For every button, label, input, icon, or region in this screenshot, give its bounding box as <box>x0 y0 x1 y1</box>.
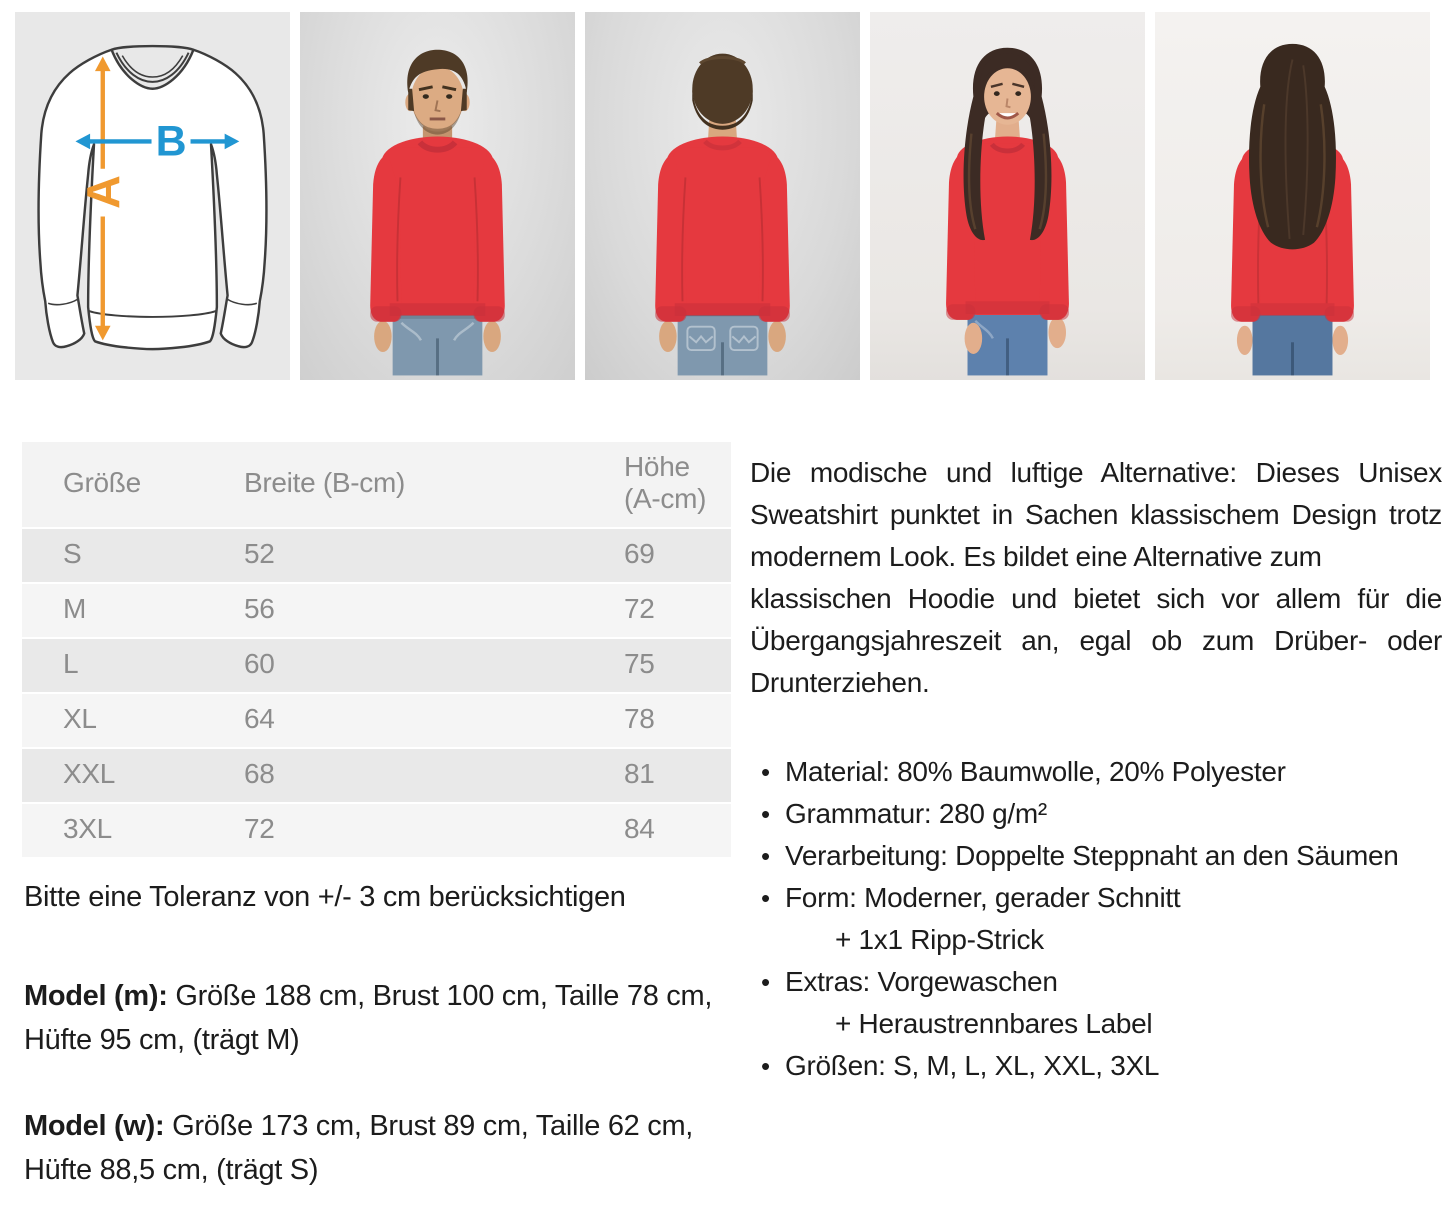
table-cell: 64 <box>244 703 275 734</box>
table-cell: S <box>63 538 82 569</box>
feature-item <box>750 751 1442 793</box>
table-cell: 52 <box>244 538 275 569</box>
table-row <box>22 529 731 582</box>
table-cell: 75 <box>624 648 655 679</box>
table-row <box>22 694 731 747</box>
table-cell: M <box>63 593 87 624</box>
model-m-text: Größe 188 cm, Brust 100 cm, Taille 78 cm, Hüfte 95 cm, (trägt M) <box>24 980 713 1056</box>
table-row <box>22 804 731 857</box>
model-w-info <box>24 1104 724 1192</box>
size-table-body <box>22 529 731 857</box>
sweatshirt-measurement-diagram <box>15 12 290 380</box>
table-cell: 3XL <box>63 813 112 844</box>
table-row <box>22 584 731 637</box>
table-row <box>22 639 731 692</box>
model-w-label: Model (w): <box>24 1110 165 1142</box>
description-column <box>750 440 1445 1087</box>
model-m-label: Model (m): <box>24 980 168 1012</box>
table-cell: 78 <box>624 703 655 734</box>
feature-text: • Verarbeitung: Doppelte Steppnaht an den Säumen <box>785 840 1399 871</box>
feature-text: • Form: Moderner, gerader Schnitt <box>785 882 1181 913</box>
model-m-info <box>24 974 724 1062</box>
model-w-text: Größe 173 cm, Brust 89 cm, Taille 62 cm, Hüfte 88,5 cm, (trägt S) <box>24 1110 694 1186</box>
table-cell: 84 <box>624 813 655 844</box>
feature-text: • Extras: Vorgewaschen <box>785 966 1058 997</box>
feature-text: • Material: 80% Baumwolle, 20% Polyester <box>785 756 1286 787</box>
product-description-2: klassischen Hoodie und bietet sich vor allem für die Übergangsjahreszeit an, egal ob zum Drüber- oder Drunterziehen. <box>750 583 1442 698</box>
product-description-1: Die modische und luftige Alternative: Dieses Unisex Sweatshirt punktet in Sachen klassischem Design trotz modernem Look. Es bildet eine Alternative zum <box>750 457 1442 572</box>
size-info-column <box>22 440 731 1221</box>
table-cell: 69 <box>624 538 655 569</box>
label-b: B <box>155 117 187 166</box>
size-table <box>22 440 731 859</box>
table-cell: 72 <box>624 593 655 624</box>
table-cell: L <box>63 648 79 679</box>
woman-back-figure <box>1155 12 1430 380</box>
photo-man-back <box>585 12 860 380</box>
column-header: Höhe (A-cm) <box>624 451 707 514</box>
label-a: A <box>76 175 129 209</box>
man-front-figure <box>300 12 575 380</box>
photo-woman-front <box>870 12 1145 380</box>
table-cell: XL <box>63 703 97 734</box>
table-cell: 60 <box>244 648 275 679</box>
table-row <box>22 749 731 802</box>
feature-text: • Grammatur: 280 g/m² <box>785 798 1047 829</box>
photo-woman-back <box>1155 12 1430 380</box>
feature-text: • Größen: S, M, L, XL, XXL, 3XL <box>785 1050 1160 1081</box>
table-cell: 81 <box>624 758 655 789</box>
man-back-figure <box>585 12 860 380</box>
size-diagram-image <box>15 12 290 380</box>
feature-item <box>750 835 1442 877</box>
feature-subline: + 1x1 Ripp-Strick <box>835 924 1044 955</box>
tolerance-note: Bitte eine Toleranz von +/- 3 cm berücksichtigen <box>24 881 626 913</box>
column-header: Größe <box>63 467 141 498</box>
table-cell: XXL <box>63 758 116 789</box>
feature-item <box>750 1045 1442 1087</box>
woman-front-figure <box>870 12 1145 380</box>
feature-item <box>750 961 1442 1045</box>
table-cell: 72 <box>244 813 275 844</box>
feature-item <box>750 877 1442 961</box>
column-header: Breite (B-cm) <box>244 467 405 498</box>
size-table-head-row <box>22 442 731 527</box>
product-image-strip <box>0 0 1445 380</box>
details-section <box>0 440 1445 1221</box>
feature-subline: + Heraustrennbares Label <box>835 1008 1153 1039</box>
photo-man-front <box>300 12 575 380</box>
feature-list <box>750 751 1442 1087</box>
table-cell: 56 <box>244 593 275 624</box>
feature-item <box>750 793 1442 835</box>
table-cell: 68 <box>244 758 275 789</box>
